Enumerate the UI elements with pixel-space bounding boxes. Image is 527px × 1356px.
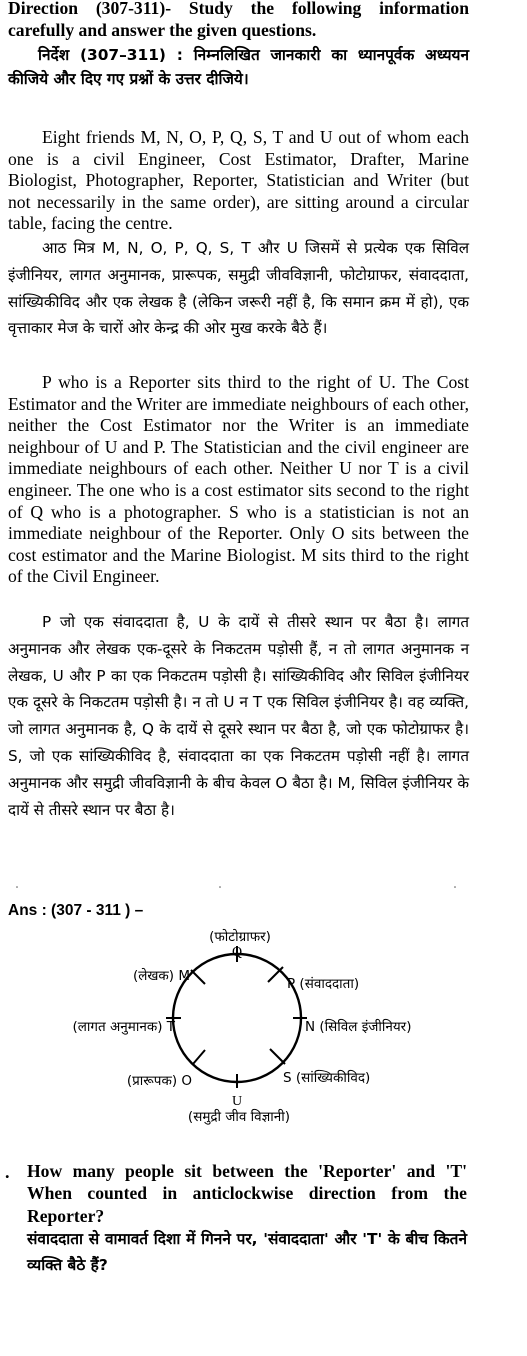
letter-q: Q [231,945,243,960]
passage-hi-2: P जो एक संवाददाता है, U के दायें से तीसरे स्थान पर बैठा है। लागत अनुमानक और लेखक एक-दूसरे के निकटतम पड़ोसी हैं, न तो लागत अनुमानक न लेखक, U और P का एक निकटतम पड़ोसी है। सांख्यिकीविद और सिविल इंजीनियर एक दूसरे के निकटतम पड़ोसी है। न तो U न T एक सिविल इंजीनियर है। वह व्यक्ति, जो लागत अनुमानक है, Q के दायें से दूसरे स्थान पर बैठा है, जो एक फोटोग्राफर है। S, जो एक सांख्यिकीविद है, संवाददाता का एक निकटतम पड़ोसी नहीं है। लागत अनुमानक और समुद्री जीवविज्ञानी के बीच केवल O बैठा है। M, सिविल इंजीनियर के दायें से तीसरे स्थान पर बैठा है। [8,613,469,819]
passage-en-2: P who is a Reporter sits third to the right of U. The Cost Estimator and the Writer are immediate neighbours of each other, neither the Cost Estimator nor the Writer is an immediate neighbour of U and P. The Statistician and the civil engineer are immediate neighbours of each other. Neither U nor T is a civil engineer. The one who is a cost estimator sits second to the right of Q who is a photographer. S who is a statistician is not an immediate neighbour of the Reporter. Only O sits between the cost estimator and the Marine Biologist. M sits third to the right of the Civil Engineer. [8,372,469,587]
table-circle [173,954,301,1082]
label-q: (फोटोग्राफर) [209,929,271,945]
question-en: How many people sit between the 'Reporter' and 'T' When counted in anticlockwise direction from the Reporter? [27,1161,467,1226]
question-bullet: . [5,1162,10,1182]
tick-o [193,1050,205,1064]
label-o: (प्रारूपक) O [126,1073,192,1089]
tick-s [270,1049,285,1064]
answer-label: Ans : (307 - 311 ) – [8,902,144,919]
label-u: (समुद्री जीव विज्ञानी) [187,1109,291,1125]
tick-p [268,967,283,982]
letter-u: U [231,1094,243,1109]
direction-en: Direction (307-311)- Study the following information carefully and answer the given questions. [8,0,469,40]
passage-en-1: Eight friends M, N, O, P, Q, S, T and U out of whom each one is a civil Engineer, Cost Estimator, Drafter, Marine Biologist, Photographer, Reporter, Statistician and Writer (but not necessarily in the same order), are sitting around a circular table, facing the centre. [8,127,469,234]
label-n: N (सिविल इंजीनियर) [305,1019,412,1035]
label-t: (लागत अनुमानक) T [72,1019,175,1035]
label-p: P (संवाददाता) [287,976,360,992]
label-m: (लेखक) M [132,968,190,984]
seating-diagram [0,918,527,1133]
question-hi: संवाददाता से वामावर्त दिशा में गिनने पर, 'संवाददाता' और 'T' के बीच कितने व्यक्ति बैठे हैं? [27,1230,467,1274]
tick-m [191,970,205,984]
direction-hi: निर्देश (307–311) : निम्नलिखित जानकारी का ध्यानपूर्वक अध्ययन कीजिये और दिए गए प्रश्नों के उत्तर दीजिये। [8,46,469,88]
label-s: S (सांख्यिकीविद) [283,1070,371,1086]
passage-hi-1: आठ मित्र M, N, O, P, Q, S, T और U जिसमें से प्रत्येक एक सिविल इंजीनियर, लागत अनुमानक, प्रारूपक, समुद्री जीवविज्ञानी, फोटोग्राफर, संवाददाता, सांख्यिकीविद और एक लेखक है (लेकिन जरूरी नहीं है, कि समान क्रम में हो), एक वृत्ताकार मेज के चारों ओर केन्द्र की ओर मुख करके बैठे हैं। [8,239,469,338]
separator [15,886,465,888]
